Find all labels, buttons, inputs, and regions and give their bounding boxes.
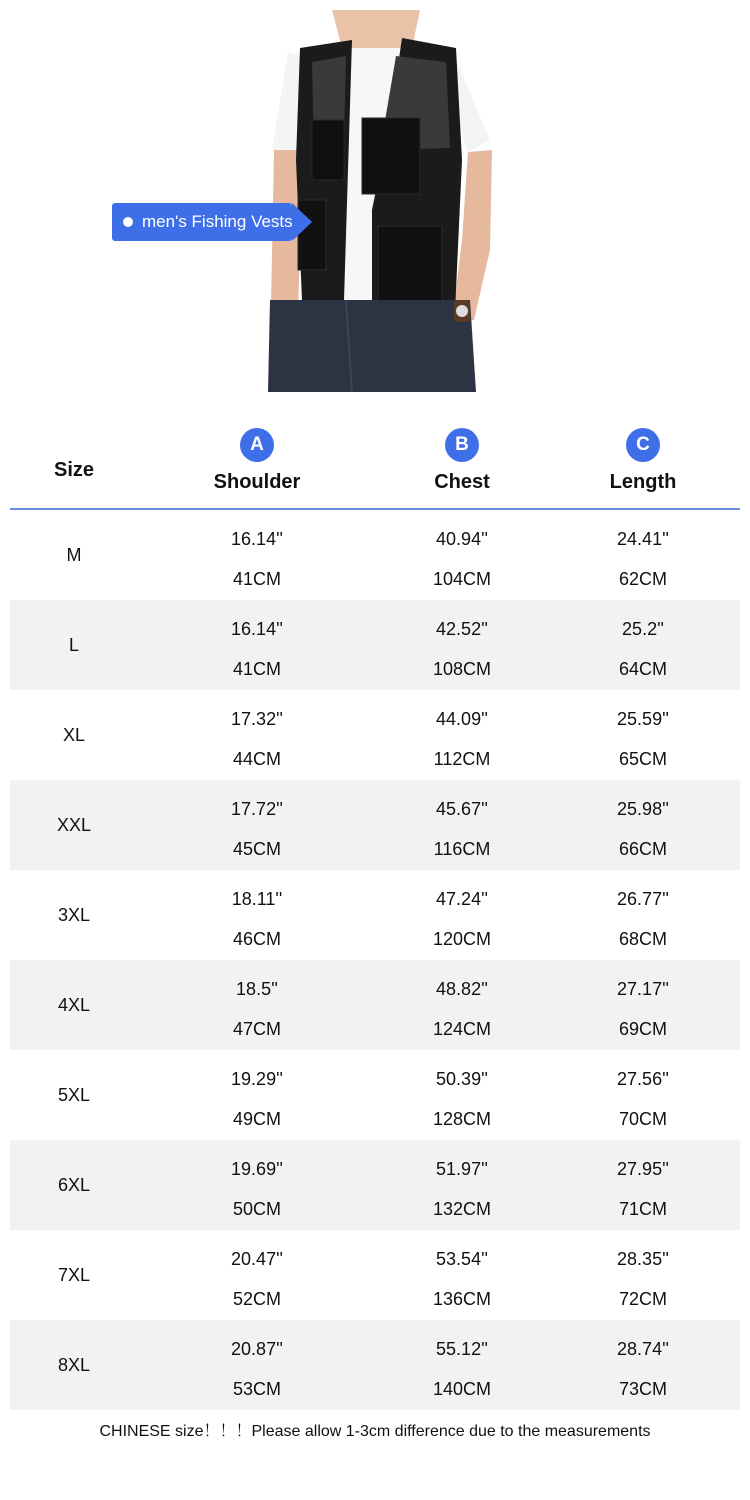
chest-inch: 55.12'' — [436, 1339, 488, 1359]
size-cell: 3XL — [57, 905, 91, 925]
size-cell: 4XL — [57, 995, 91, 1015]
product-tag-label: men's Fishing Vests — [142, 212, 293, 231]
chest-cm: 132CM — [432, 1199, 492, 1219]
shoulder-inch: 18.11'' — [231, 889, 283, 909]
header-size: Size — [53, 459, 95, 481]
shoulder-inch: 16.14'' — [231, 529, 283, 549]
chest-inch: 40.94'' — [436, 529, 488, 549]
length-inch: 27.56'' — [617, 1069, 669, 1089]
shoulder-cm: 52CM — [232, 1289, 281, 1309]
table-row — [10, 960, 740, 1050]
table-row — [10, 510, 740, 600]
length-cm: 62CM — [618, 569, 667, 589]
chest-cm: 124CM — [432, 1019, 492, 1039]
table-row — [10, 1230, 740, 1320]
chest-inch: 42.52'' — [436, 619, 488, 639]
badge-a: A — [240, 428, 274, 462]
chest-cm: 116CM — [433, 839, 491, 859]
shoulder-cm: 49CM — [232, 1109, 281, 1129]
length-cm: 70CM — [618, 1109, 667, 1129]
size-cell: 5XL — [57, 1085, 91, 1105]
table-row — [10, 600, 740, 690]
table-row — [10, 1050, 740, 1140]
length-inch: 28.74'' — [617, 1339, 669, 1359]
length-inch: 25.59'' — [617, 709, 669, 729]
table-row — [10, 870, 740, 960]
shoulder-cm: 41CM — [232, 659, 281, 679]
length-cm: 65CM — [618, 749, 667, 769]
size-cell: M — [66, 545, 82, 565]
shoulder-inch: 20.47'' — [231, 1249, 283, 1269]
chest-cm: 112CM — [433, 749, 491, 769]
shoulder-cm: 53CM — [232, 1379, 281, 1399]
chest-inch: 47.24'' — [436, 889, 488, 909]
length-inch: 28.35'' — [617, 1249, 669, 1269]
header-length — [548, 412, 738, 508]
badge-c: C — [626, 428, 660, 462]
shoulder-inch: 20.87'' — [231, 1339, 283, 1359]
shoulder-inch: 17.72'' — [231, 799, 283, 819]
size-cell: 7XL — [57, 1265, 91, 1285]
chest-inch: 51.97'' — [436, 1159, 488, 1179]
product-photo — [0, 0, 750, 392]
shoulder-cm: 47CM — [232, 1019, 281, 1039]
size-chart-table — [10, 412, 740, 1410]
header-shoulder-label: Shoulder — [213, 471, 301, 493]
header-chest — [367, 412, 557, 508]
table-body — [10, 510, 740, 1410]
badge-b: B — [445, 428, 479, 462]
table-row — [10, 1140, 740, 1230]
shoulder-cm: 41CM — [232, 569, 281, 589]
length-cm: 73CM — [618, 1379, 667, 1399]
length-cm: 72CM — [618, 1289, 667, 1309]
chest-cm: 136CM — [432, 1289, 492, 1309]
table-row — [10, 1320, 740, 1410]
fishing-vest-illustration — [0, 0, 750, 392]
shoulder-cm: 44CM — [232, 749, 281, 769]
tag-arrow-icon — [292, 203, 312, 241]
shoulder-cm: 46CM — [232, 929, 281, 949]
chest-cm: 108CM — [432, 659, 492, 679]
chest-cm: 140CM — [432, 1379, 492, 1399]
length-cm: 68CM — [618, 929, 667, 949]
length-inch: 24.41'' — [617, 529, 669, 549]
chest-inch: 48.82'' — [436, 979, 488, 999]
header-shoulder — [162, 412, 352, 508]
length-inch: 26.77'' — [617, 889, 669, 909]
chest-inch: 53.54'' — [436, 1249, 488, 1269]
header-chest-label: Chest — [434, 471, 490, 493]
length-cm: 69CM — [618, 1019, 667, 1039]
length-cm: 71CM — [618, 1199, 667, 1219]
shoulder-inch: 17.32'' — [231, 709, 283, 729]
length-inch: 25.2'' — [622, 619, 664, 639]
size-note: CHINESE size！！！Please allow 1-3cm difference due to the measurements — [99, 1423, 651, 1440]
shoulder-inch: 18.5'' — [236, 979, 278, 999]
shoulder-cm: 45CM — [232, 839, 281, 859]
length-inch: 27.17'' — [617, 979, 669, 999]
table-row — [10, 780, 740, 870]
length-inch: 25.98'' — [617, 799, 669, 819]
dot-icon — [123, 217, 133, 227]
size-cell: 8XL — [57, 1355, 91, 1375]
shoulder-inch: 19.29'' — [231, 1069, 283, 1089]
chest-cm: 128CM — [432, 1109, 492, 1129]
length-inch: 27.95'' — [617, 1159, 669, 1179]
length-cm: 66CM — [618, 839, 667, 859]
chest-inch: 44.09'' — [436, 709, 488, 729]
shoulder-inch: 16.14'' — [231, 619, 283, 639]
chest-inch: 50.39'' — [436, 1069, 488, 1089]
table-header — [10, 412, 740, 510]
chest-cm: 120CM — [432, 929, 492, 949]
table-row — [10, 690, 740, 780]
chest-inch: 45.67'' — [436, 799, 488, 819]
header-length-label: Length — [609, 471, 677, 493]
length-cm: 64CM — [618, 659, 667, 679]
product-tag[interactable] — [112, 203, 292, 241]
shoulder-inch: 19.69'' — [231, 1159, 283, 1179]
shoulder-cm: 50CM — [232, 1199, 281, 1219]
size-cell: XXL — [56, 815, 92, 835]
chest-cm: 104CM — [432, 569, 492, 589]
size-cell: 6XL — [57, 1175, 91, 1195]
size-cell: L — [68, 635, 79, 655]
size-cell: XL — [62, 725, 86, 745]
